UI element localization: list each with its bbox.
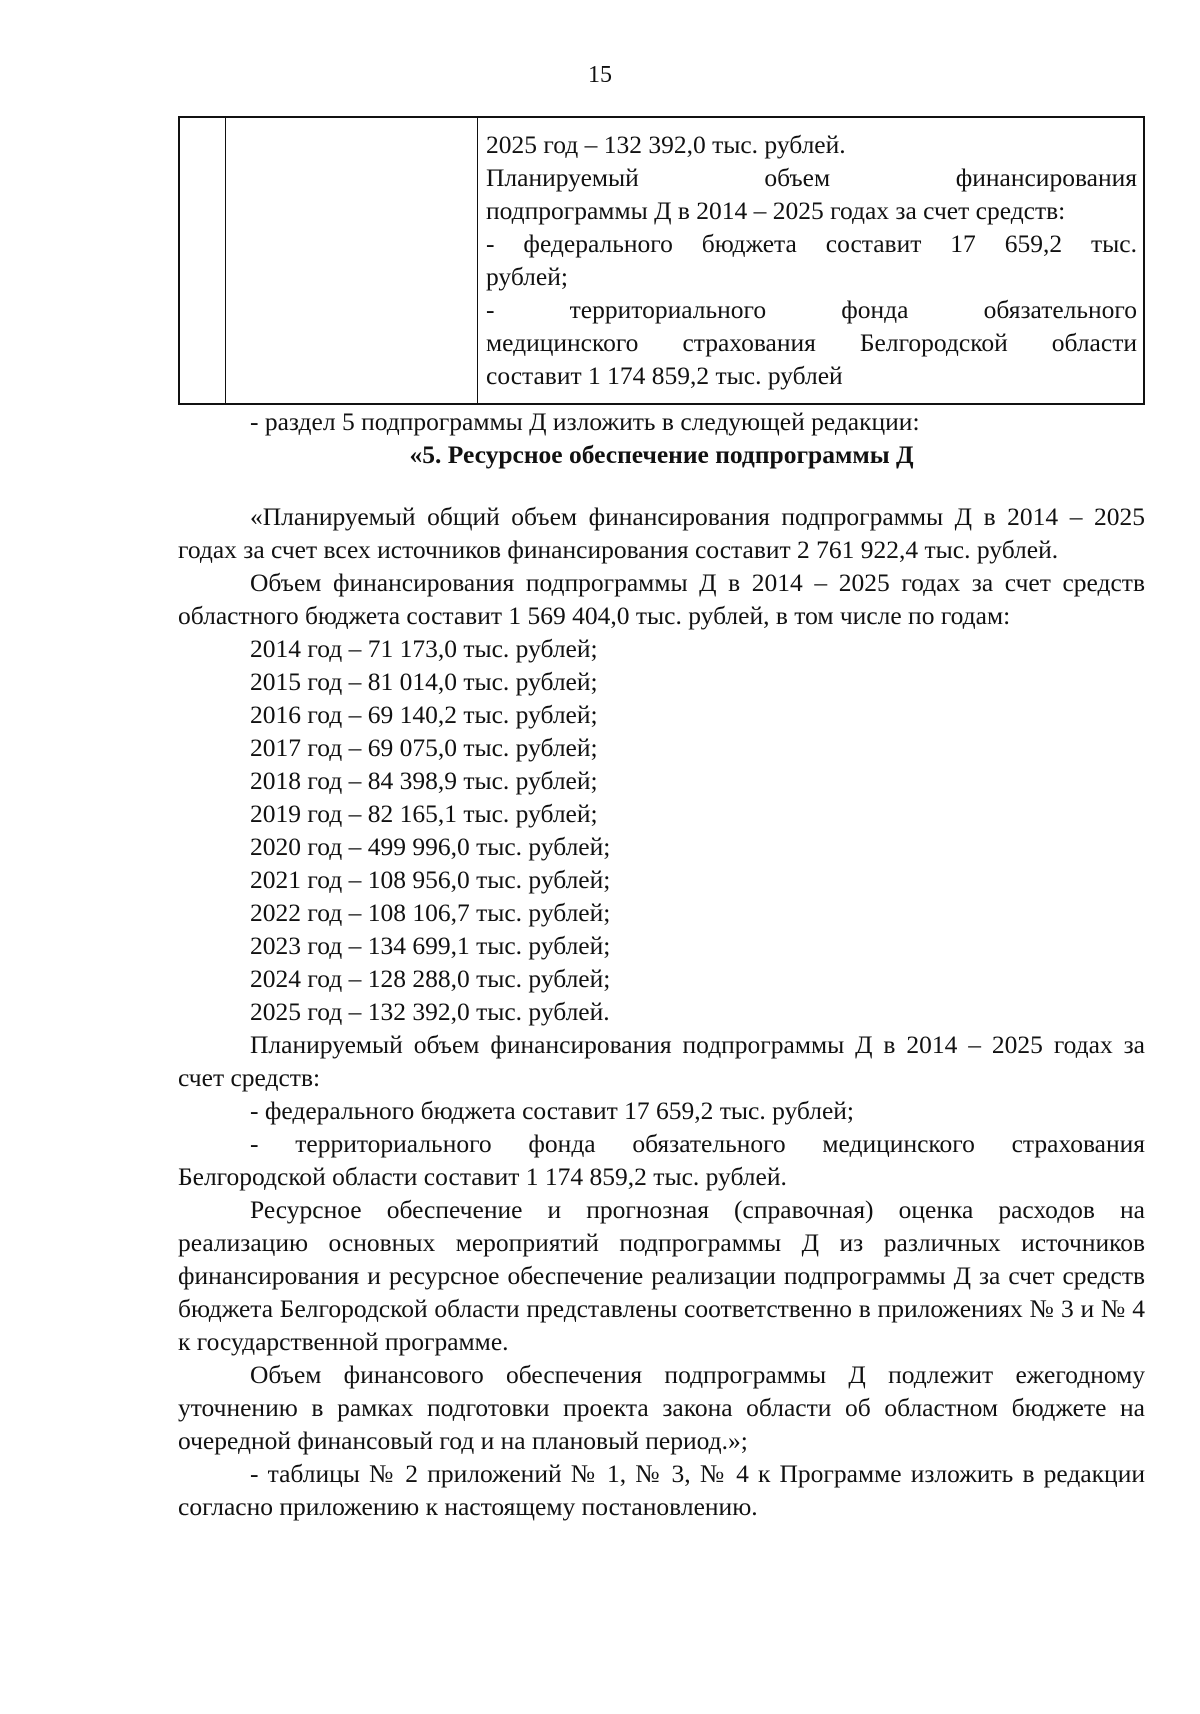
list-item: 2025 год – 132 392,0 тыс. рублей. xyxy=(250,997,610,1026)
table-line: 2025 год – 132 392,0 тыс. рублей. xyxy=(486,130,846,159)
paragraph-planned-sources: Планируемый объем финансирования подпрограммы Д в 2014 – 2025 годах за счет средств: xyxy=(178,1030,1145,1092)
list-item: 2014 год – 71 173,0 тыс. рублей; xyxy=(250,634,598,663)
paragraph-tables-amendment: - таблицы № 2 приложений № 1, № 3, № 4 к Программе изложить в редакции согласно приложению к настоящему постановлению. xyxy=(178,1459,1145,1521)
table-line: медицинского страхования Белгородской области xyxy=(486,328,1137,357)
paragraph-annual-adjustment: Объем финансового обеспечения подпрограммы Д подлежит ежегодному уточнению в рамках подготовки проекта закона области об областном бюджете на очередной финансовый год и на плановый период.»; xyxy=(178,1360,1145,1455)
document-body xyxy=(178,405,1145,1523)
table-line: - федерального бюджета составит 17 659,2 тыс. xyxy=(486,229,1137,258)
list-item: 2019 год – 82 165,1 тыс. рублей; xyxy=(250,799,598,828)
table-line: Планируемый объем финансирования xyxy=(486,163,1137,192)
section-heading: «5. Ресурсное обеспечение подпрограммы Д xyxy=(409,440,914,469)
table-cell-content xyxy=(478,118,1143,403)
paragraph-federal-budget: - федерального бюджета составит 17 659,2 тыс. рублей; xyxy=(250,1096,855,1125)
paragraph-health-fund: - территориального фонда обязательного медицинского страхования Белгородской области составит 1 174 859,2 тыс. рублей. xyxy=(178,1129,1145,1191)
list-item: 2016 год – 69 140,2 тыс. рублей; xyxy=(250,700,598,729)
list-item: 2017 год – 69 075,0 тыс. рублей; xyxy=(250,733,598,762)
list-item: 2021 год – 108 956,0 тыс. рублей; xyxy=(250,865,611,894)
paragraph-total-financing: «Планируемый общий объем финансирования подпрограммы Д в 2014 – 2025 годах за счет всех источников финансирования составит 2 761 922,4 тыс. рублей. xyxy=(178,502,1145,564)
table-line: подпрограммы Д в 2014 – 2025 годах за счет средств: xyxy=(486,196,1066,225)
paragraph-regional-budget: Объем финансирования подпрограммы Д в 2014 – 2025 годах за счет средств областного бюджета составит 1 569 404,0 тыс. рублей, в том числе по годам: xyxy=(178,568,1145,630)
paragraph-resource-provision: Ресурсное обеспечение и прогнозная (справочная) оценка расходов на реализацию основных мероприятий подпрограммы Д из различных источников финансирования и ресурсное обеспечение реализации подпрограммы Д за счет средств бюджета Белгородской области представлены соответственно в приложениях № 3 и № 4 к государственной программе. xyxy=(178,1195,1145,1356)
list-item: 2020 год – 499 996,0 тыс. рублей; xyxy=(250,832,611,861)
table-line: - территориального фонда обязательного xyxy=(486,295,1137,324)
list-item: 2024 год – 128 288,0 тыс. рублей; xyxy=(250,964,611,993)
list-item: 2015 год – 81 014,0 тыс. рублей; xyxy=(250,667,598,696)
table-line: составит 1 174 859,2 тыс. рублей xyxy=(486,361,843,390)
amendment-intro: - раздел 5 подпрограммы Д изложить в следующей редакции: xyxy=(250,407,920,436)
table-cell-label xyxy=(226,118,478,403)
table-cell-number xyxy=(180,118,226,403)
list-item: 2023 год – 134 699,1 тыс. рублей; xyxy=(250,931,611,960)
list-item: 2022 год – 108 106,7 тыс. рублей; xyxy=(250,898,611,927)
list-item: 2018 год – 84 398,9 тыс. рублей; xyxy=(250,766,598,795)
page-number: 15 xyxy=(588,62,612,88)
financing-table xyxy=(178,116,1145,405)
table-line: рублей; xyxy=(486,262,568,291)
yearly-financing-list xyxy=(178,632,1145,1028)
